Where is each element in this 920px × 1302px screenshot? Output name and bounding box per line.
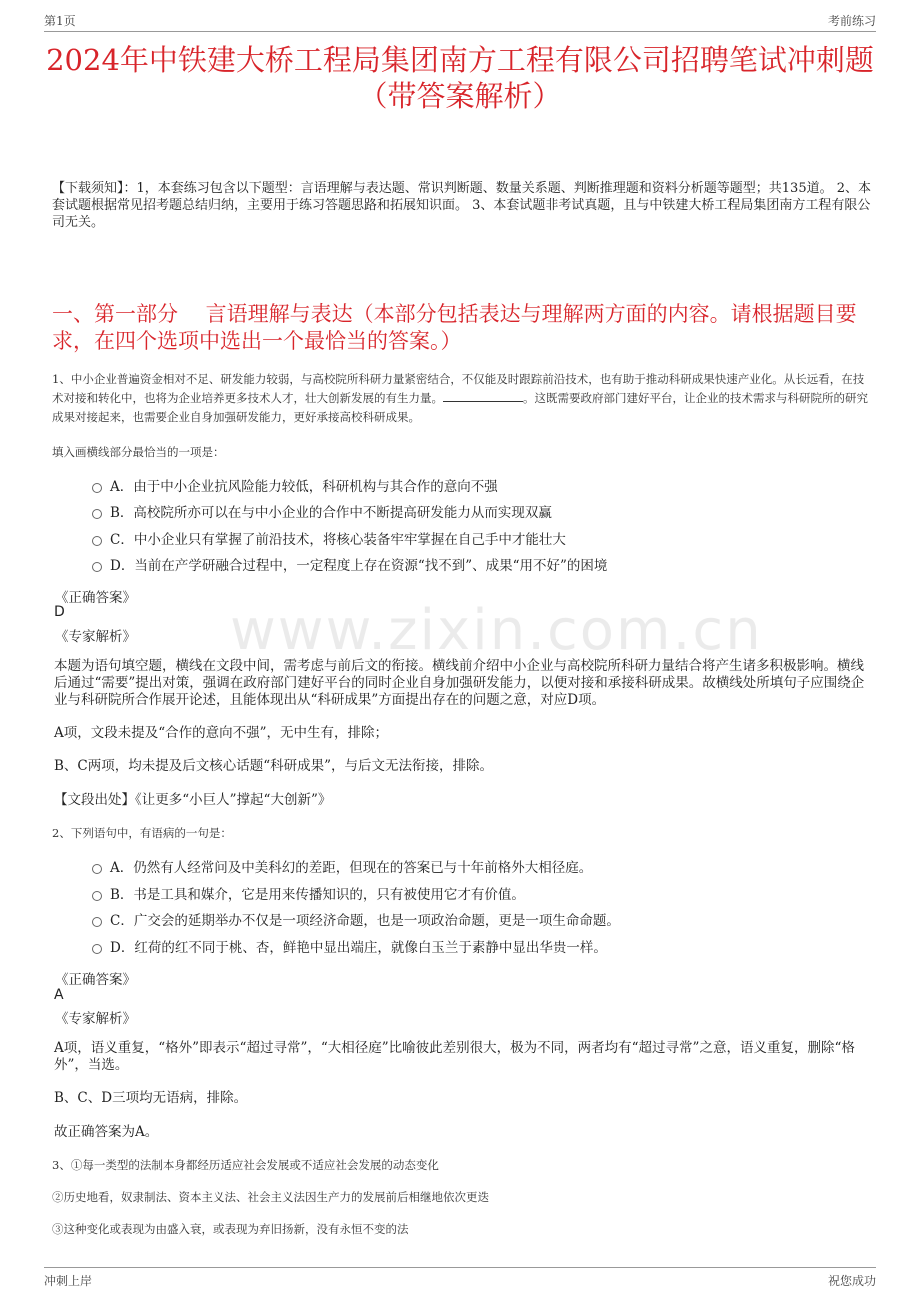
radio-icon[interactable] [92,536,102,546]
radio-icon[interactable] [92,509,102,519]
option-label: C．中小企业只有掌握了前沿技术，将核心装备牢牢掌握在自己手中才能壮大 [110,532,566,548]
question-1-text [52,370,872,427]
q2-analysis-1: A项，语义重复，“格外”即表示“超过寻常”，“大相径庭”比喻彼此差别很大，极为不同，两者均有“超过寻常”之意，语义重复，删除“格外”，当选。 [54,1040,855,1073]
q1-analysis-1: 本题为语句填空题，横线在文段中间，需考虑与前后文的衔接。横线前介绍中小企业与高校院所科研力量结合将产生诸多积极影响。横线后通过“需要”提出对策，强调在政府部门建好平台的同时企业自身加强研发能力，以便对接和承接科研成果。故横线处所填句子应围绕企业与科研院所合作展开论述，且能体现出从“科研成果”方面提出存在的问题之意，对应D项。 [54,658,865,708]
q2-analysis-label: 《专家解析》 [55,1011,136,1027]
q1-analysis-3: B、C两项，均未提及后文核心话题“科研成果”，与后文无法衔接，排除。 [54,758,494,774]
q2-option-a[interactable] [92,859,872,877]
question-3-line-3: ③这种变化或表现为由盛入衰，或表现为弃旧扬新，没有永恒不变的法 [52,1222,409,1236]
radio-icon[interactable] [92,917,102,927]
option-label: B．书是工具和媒介，它是用来传播知识的，只有被使用它才有价值。 [110,887,525,903]
radio-icon[interactable] [92,944,102,954]
radio-icon[interactable] [92,891,102,901]
download-notice: 【下载须知】：1，本套练习包含以下题型：言语理解与表达题、常识判断题、数量关系题、判断推理题和资料分析题等题型；共135道。 2、本套试题根据常见招考题总结归纳，主要用于练习答题思路和拓展知识面。 3、本套试题非考试真题，且与中铁建大桥工程局集团南方工程有限公司无关。 [52,181,871,230]
footer-right: 祝您成功 [827,1274,876,1288]
radio-icon[interactable] [92,864,102,874]
q1-option-c[interactable] [92,531,872,549]
q1-answer: D [54,604,65,620]
document-title: 2024年中铁建大桥工程局集团南方工程有限公司招聘笔试冲刺题（带答案解析） [46,43,874,113]
q1-source: 【文段出处】《让更多“小巨人”撑起“大创新”》 [54,792,332,808]
footer-divider [44,1267,876,1268]
q1-analysis-2: A项，文段未提及“合作的意向不强”，无中生有，排除； [54,725,389,741]
q1-option-d[interactable] [92,557,872,575]
question-1-text-a: 1、中小企业普遍资金相对不足、研发能力较弱，与高校院所科研力量紧密结合，不仅能及时跟踪前沿技术，也有助于推动科研成果快速产业化。从长远看，在技术对接和转化中，也将为企业培养更多技术人才，壮大创新发展的有生力量。 [52,372,865,405]
option-label: A．由于中小企业抗风险能力较低，科研机构与其合作的意向不强 [110,479,498,495]
q2-option-d[interactable] [92,939,872,957]
question-3-line-2: ②历史地看，奴隶制法、资本主义法、社会主义法因生产力的发展前后相继地依次更迭 [52,1190,489,1204]
header-divider [44,31,876,32]
q2-analysis-3: 故正确答案为A。 [54,1124,159,1140]
option-label: B．高校院所亦可以在与中小企业的合作中不断提高研发能力从而实现双赢 [110,505,552,521]
question-1-text-b: 。这既需要政府部门建好平台，让企业的技术需求与科研院所的研究成果对接起来，也需要企业自身加强研发能力，更好承接高校科研成果。 [52,391,868,424]
question-2-text: 2、下列语句中，有语病的一句是： [52,826,232,840]
q2-answer: A [54,987,64,1003]
fill-blank [443,390,523,402]
q1-answer-label: 《正确答案》 [55,590,136,606]
watermark: www.zixin.com.cn [230,598,763,663]
option-label: D．红荷的红不同于桃、杏，鲜艳中显出端庄，就像白玉兰于素静中显出华贵一样。 [110,940,607,956]
q1-option-b[interactable] [92,504,872,522]
question-1-prompt: 填入画横线部分最恰当的一项是： [52,445,225,459]
option-label: A．仍然有人经常问及中美科幻的差距，但现在的答案已与十年前格外大相径庭。 [110,860,593,876]
page-number: 第1页 [44,14,76,28]
radio-icon[interactable] [92,562,102,572]
q2-analysis-2: B、C、D三项均无语病，排除。 [54,1090,248,1106]
q2-option-c[interactable] [92,912,872,930]
q1-analysis-label: 《专家解析》 [55,629,136,645]
q1-option-a[interactable] [92,478,872,496]
header-label: 考前练习 [827,14,876,28]
question-3-line-1: 3、①每一类型的法制本身都经历适应社会发展或不适应社会发展的动态变化 [52,1158,439,1172]
radio-icon[interactable] [92,483,102,493]
section-heading: 一、第一部分 言语理解与表达（本部分包括表达与理解两方面的内容。请根据题目要求，在四个选项中选出一个最恰当的答案。） [52,302,857,353]
q2-option-b[interactable] [92,886,872,904]
option-label: D．当前在产学研融合过程中，一定程度上存在资源“找不到”、成果“用不好”的困境 [110,558,608,574]
footer-left: 冲刺上岸 [44,1274,93,1288]
option-label: C．广交会的延期举办不仅是一项经济命题，也是一项政治命题，更是一项生命命题。 [110,913,620,929]
q2-answer-label: 《正确答案》 [55,972,136,988]
